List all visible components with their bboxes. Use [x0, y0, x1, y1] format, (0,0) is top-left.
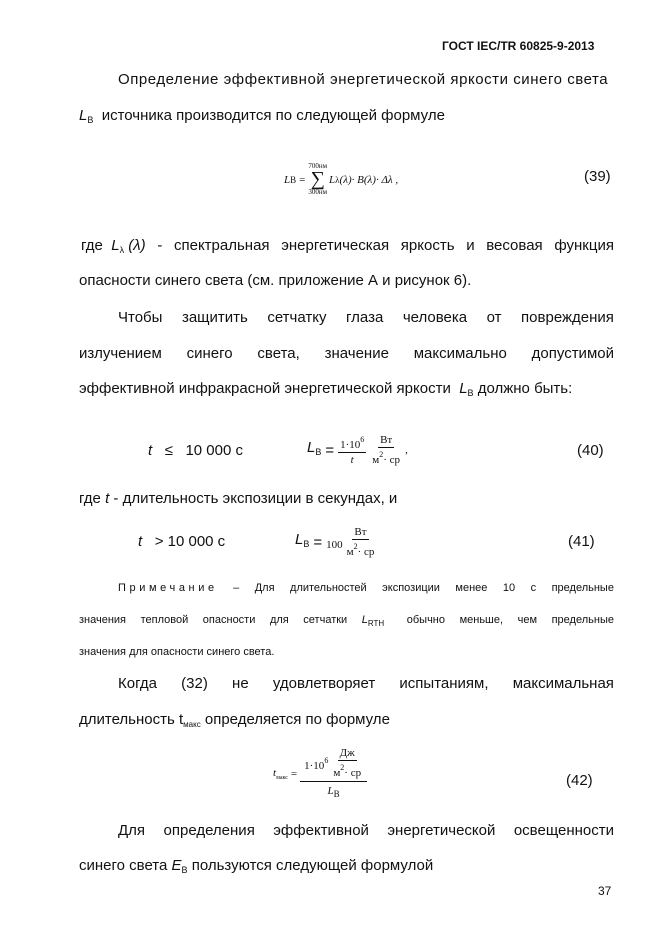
equation-40: [307, 434, 408, 466]
word: синего: [186, 345, 233, 362]
word: света,: [257, 345, 300, 362]
word: не: [232, 675, 249, 692]
word: меньше,: [459, 614, 504, 626]
symbol-sub: B: [87, 115, 94, 125]
word: и: [466, 237, 475, 254]
para3-line3-end: должно быть:: [477, 380, 573, 397]
word: предельные: [551, 582, 614, 594]
para3-line3: [79, 381, 572, 401]
word: максимальная: [512, 675, 614, 692]
eq39-term-rest: (λ)· B(λ)· Δλ ,: [339, 173, 399, 186]
eq41-cond-value: 10 000 с: [167, 533, 226, 550]
eq40-numerator: 1·10: [340, 439, 361, 451]
para4-text: - длительность экспозиции в секундах, и: [113, 490, 398, 507]
eq42-denominator: L: [327, 785, 334, 797]
word: значения: [79, 614, 127, 626]
eq42-equals: =: [290, 767, 298, 780]
word: менее: [455, 582, 488, 594]
eq39-sum-symbol: ∑: [310, 168, 325, 190]
eq42-denominator-sub: B: [333, 789, 340, 799]
word: опасности: [202, 614, 256, 626]
word: удовлетворяет: [272, 675, 376, 692]
word: испытаниям,: [399, 675, 489, 692]
document-header: ГОСТ IEC/TR 60825-9-2013: [442, 39, 595, 53]
eq42-fraction: [300, 747, 367, 800]
eq40-lhs: L: [307, 439, 316, 456]
word: спектральная: [173, 237, 270, 254]
eq40-lhs-sub: B: [315, 447, 322, 457]
eq42-unit-den: м: [333, 767, 341, 779]
word: защитить: [181, 309, 248, 326]
eq42-numerator-exp: 6: [324, 755, 329, 765]
word: глаза: [346, 309, 384, 326]
note-symbol: L: [361, 614, 368, 626]
para2-line1: [81, 238, 614, 258]
note-line1: [118, 583, 614, 594]
word: Когда: [118, 675, 157, 692]
para2-symbol-sub: λ: [119, 245, 125, 255]
eq39-sum: [308, 162, 327, 197]
para5-line2-sub: макс: [183, 720, 201, 729]
eq41-lhs-sub: B: [303, 539, 310, 549]
eq40-denominator: t: [350, 454, 354, 466]
equation-42: [273, 747, 367, 800]
para6-line2-text: синего света: [79, 857, 168, 874]
eq39-equals: =: [299, 173, 306, 186]
eq41-unit-den: м: [346, 546, 354, 558]
equation-39: [284, 162, 398, 197]
eq42-numerator: 1·10: [304, 759, 325, 772]
word: повреждения: [521, 309, 614, 326]
eq40-fraction: [338, 434, 366, 466]
word: допустимой: [531, 345, 614, 362]
word: человека: [402, 309, 468, 326]
para6-line2: [79, 858, 433, 878]
eq41-cond-var: t: [138, 533, 143, 550]
word: (32): [181, 675, 208, 692]
para2-arg: (λ): [128, 237, 146, 254]
word: освещенности: [513, 822, 614, 839]
word: излучением: [79, 345, 162, 362]
symbol-L: L: [79, 107, 88, 124]
eq41-condition: [138, 534, 225, 549]
equation-number-42: (42): [566, 772, 593, 789]
para2-symbol-group: [81, 238, 146, 258]
eq41-equals: =: [313, 533, 323, 551]
word: от: [486, 309, 502, 326]
para4-where: где: [79, 490, 101, 507]
eq40-condition: [148, 443, 243, 458]
eq42-lhs-sub: макс: [276, 774, 288, 781]
eq41-cond-op: >: [154, 533, 164, 550]
eq40-cond-op: ≤: [164, 442, 173, 459]
para6-line1: [118, 823, 614, 838]
para2-symbol: L: [111, 237, 120, 254]
eq42-unit: [331, 747, 363, 779]
eq41-coef: 100: [326, 539, 343, 551]
eq40-cond-value: 10 000 с: [185, 442, 243, 459]
para6-symbol-sub: B: [181, 865, 188, 875]
para6-symbol: E: [171, 857, 182, 874]
para3-symbol-sub: B: [467, 388, 474, 398]
eq41-unit-num: Вт: [354, 526, 367, 538]
eq42-lhs: t: [273, 766, 277, 779]
eq40-unit: [370, 434, 402, 466]
word: длительностей: [290, 582, 367, 594]
eq41-unit-den-exp: 2: [353, 542, 358, 551]
eq39-sum-bottom: 300нм: [308, 188, 328, 196]
word: определения: [163, 822, 255, 839]
eq40-unit-den-exp: 2: [379, 450, 384, 459]
eq39-term-sub: λ: [335, 174, 340, 185]
eq40-unit-num: Вт: [380, 434, 393, 446]
equation-number-40: (40): [577, 442, 604, 459]
word: эффективной: [273, 822, 369, 839]
para4-line: [79, 491, 397, 506]
eq42-unit-den-exp: 2: [340, 763, 345, 772]
para2-where: где: [81, 237, 103, 254]
word: –: [233, 582, 240, 594]
eq40-numerator-exp: 6: [360, 435, 365, 444]
eq40-unit-den: м: [372, 454, 380, 466]
word: сетчатки: [303, 614, 348, 626]
word: обычно: [406, 614, 445, 626]
word: экспозиции: [382, 582, 440, 594]
word: функция: [554, 237, 614, 254]
eq40-unit-den-rest: · ср: [383, 454, 401, 466]
word: значение: [324, 345, 389, 362]
eq42-unit-num: Дж: [339, 747, 355, 759]
para5-line1: [118, 676, 614, 691]
para6-line2-end: пользуются следующей формулой: [191, 857, 434, 874]
para3-line2: [79, 346, 614, 361]
para1-line2-text: источника производится по следующей формуле: [101, 107, 445, 124]
word: Для: [118, 822, 146, 839]
para4-t: t: [105, 490, 110, 507]
equation-number-39: (39): [584, 168, 611, 185]
para2-line2: опасности синего света (см. приложение А и рисунок 6).: [79, 272, 472, 289]
word: максимально: [413, 345, 507, 362]
word: для: [269, 614, 289, 626]
word: яркость: [400, 237, 455, 254]
word: Для: [254, 582, 275, 594]
word: чем: [517, 614, 538, 626]
word: 10: [502, 582, 516, 594]
word: с: [530, 582, 537, 594]
para1-line1: Определение эффективной энергетической яркости синего света: [118, 71, 609, 88]
note-symbol-group: [362, 615, 384, 629]
word: весовая: [486, 237, 543, 254]
equation-41: [295, 526, 376, 558]
para5-line2: [79, 712, 390, 732]
eq39-term: L: [329, 173, 336, 186]
equation-number-41: (41): [568, 533, 595, 550]
word: предельные: [551, 614, 614, 626]
eq39-sum-top: 700нм: [308, 162, 328, 170]
word: энергетическая: [281, 237, 390, 254]
eq39-lhs-sub: B: [290, 174, 297, 185]
para5-line2-text: длительность t: [79, 711, 184, 728]
para1-line2: [79, 108, 445, 128]
note-label: Примечание: [118, 582, 218, 594]
para3-line3-text: эффективной инфракрасной энергетической яркости: [79, 380, 451, 397]
eq40-cond-var: t: [148, 442, 153, 459]
eq41-unit-den-rest: · ср: [357, 546, 375, 558]
note-line3: значения для опасности синего света.: [79, 646, 275, 658]
eq42-unit-den-rest: · ср: [344, 767, 362, 779]
eq41-lhs: L: [295, 531, 304, 548]
eq40-tail: ,: [405, 444, 408, 456]
para5-line2-end: определяется по формуле: [204, 711, 390, 728]
word: -: [157, 237, 163, 254]
word: сетчатку: [267, 309, 327, 326]
eq40-equals: =: [325, 441, 335, 459]
eq41-unit: [345, 526, 377, 558]
page-number: 37: [598, 884, 612, 898]
word: энергетической: [387, 822, 496, 839]
eq39-lhs: L: [284, 173, 291, 186]
para3-line1: [118, 310, 614, 325]
note-symbol-sub: RTH: [367, 619, 385, 628]
para3-symbol: L: [459, 380, 468, 397]
word: тепловой: [140, 614, 189, 626]
word: Чтобы: [118, 309, 163, 326]
note-line2: [79, 615, 614, 629]
